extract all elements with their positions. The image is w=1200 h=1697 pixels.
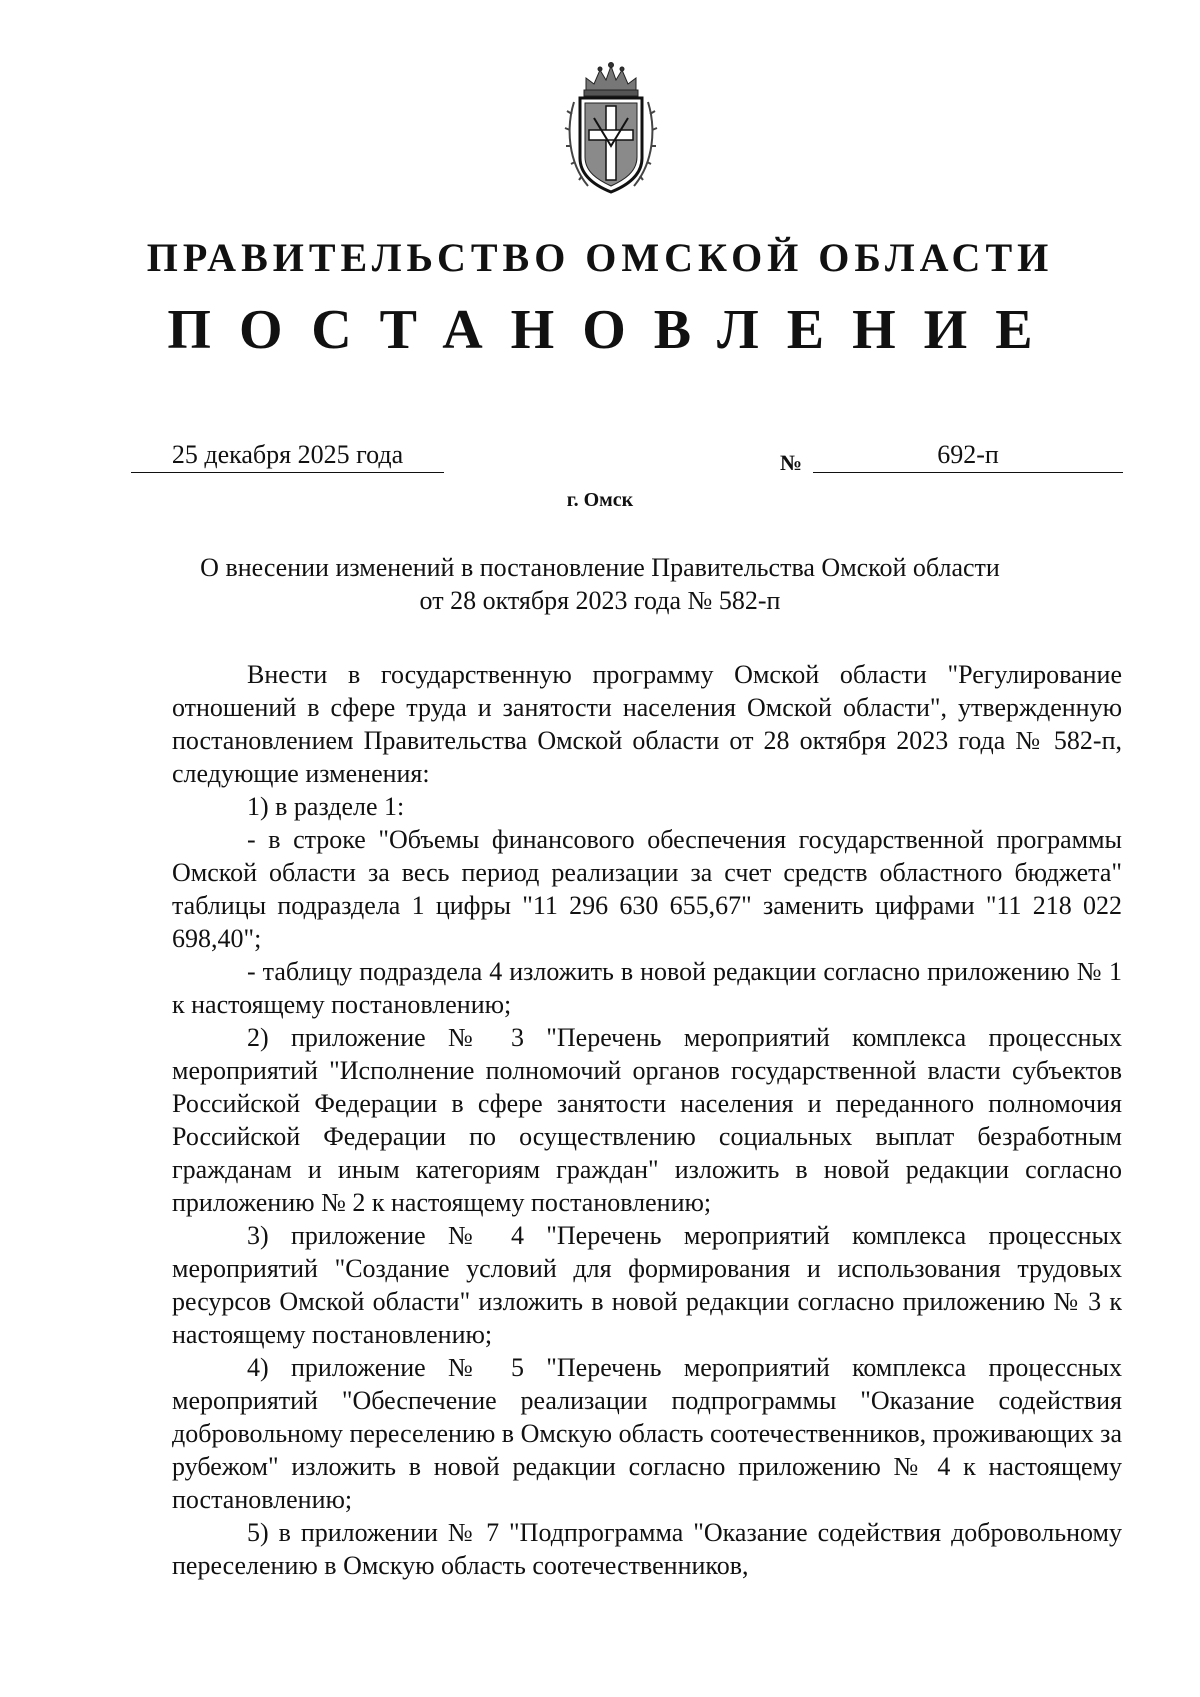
document-type-heading: ПОСТАНОВЛЕНИЕ xyxy=(167,299,1061,361)
number-underline xyxy=(813,472,1123,473)
document-number: 692-п xyxy=(937,440,999,469)
body-paragraph: 1) в разделе 1: xyxy=(247,792,405,821)
body-paragraph: Внести в государственную программу Омской области "Регулирование отношений в сфере труда и занятости населения Омской области", утвержденную постановлением Правительства Омской области от 28 октября 2023 года № 582-п, следующие изменения: xyxy=(172,660,1122,788)
body-paragraph: - в строке "Объемы финансового обеспечения государственной программы Омской области за весь период реализации за счет средств областного бюджета" таблицы подраздела 1 цифры "11 296 630 655,67" заменить цифрами "11 218 022 698,40"; xyxy=(172,825,1122,953)
number-sign: № xyxy=(780,450,803,475)
body-paragraph: 4) приложение № 5 "Перечень мероприятий комплекса процессных мероприятий "Обеспечение реализации подпрограммы "Оказание содействия добровольному переселению в Омскую область соотечественников, проживающих за рубежом" изложить в новой редакции согласно приложению № 4 к настоящему постановлению; xyxy=(172,1353,1122,1514)
government-title: ПРАВИТЕЛЬСТВО ОМСКОЙ ОБЛАСТИ xyxy=(146,235,1054,280)
crown-icon xyxy=(584,63,638,97)
document-city: г. Омск xyxy=(566,489,634,511)
subject-line-2: от 28 октября 2023 года № 582-п xyxy=(419,586,781,615)
date-underline xyxy=(131,472,444,473)
body-paragraph: 2) приложение № 3 "Перечень мероприятий комплекса процессных мероприятий "Исполнение полномочий органов государственной власти субъектов Российской Федерации в сфере занятости населения и переданного полномочия Российской Федерации по осуществлению социальных выплат безработным гражданам и иным категориям граждан" изложить в новой редакции согласно приложению № 2 к настоящему постановлению; xyxy=(172,1023,1122,1217)
coat-of-arms-emblem xyxy=(564,58,658,198)
document-date: 25 декабря 2025 года xyxy=(171,440,404,469)
body-paragraph: 5) в приложении № 7 "Подпрограмма "Оказание содействия добровольному переселению в Омскую область соотечественников, xyxy=(172,1518,1122,1580)
body-paragraph: 3) приложение № 4 "Перечень мероприятий комплекса процессных мероприятий "Создание условий для формирования и использования трудовых ресурсов Омской области" изложить в новой редакции согласно приложению № 3 к настоящему постановлению; xyxy=(172,1221,1122,1349)
body-paragraph: - таблицу подраздела 4 изложить в новой редакции согласно приложению № 1 к настоящему постановлению; xyxy=(172,957,1122,1019)
document-body xyxy=(172,658,1122,1582)
subject-line-1: О внесении изменений в постановление Правительства Омской области xyxy=(200,553,1000,582)
document-subject xyxy=(0,551,1200,617)
